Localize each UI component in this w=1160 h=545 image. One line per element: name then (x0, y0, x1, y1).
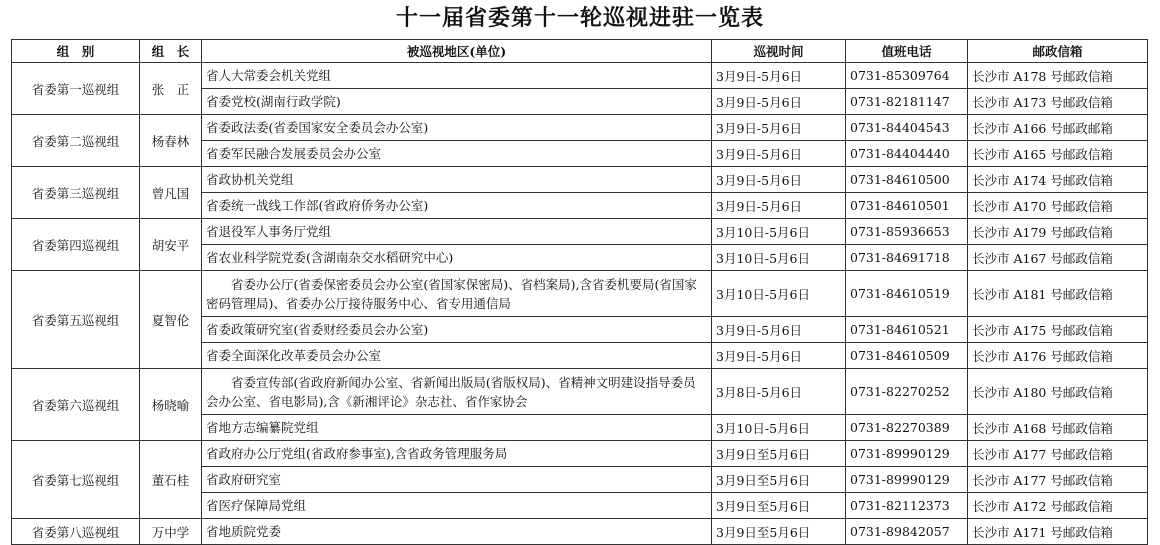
phone-cell: 0731-82270389 (846, 415, 968, 441)
time-cell: 3月10日-5月6日 (712, 271, 846, 317)
time-cell: 3月9日-5月6日 (712, 343, 846, 369)
group-leader: 夏智伦 (140, 271, 202, 369)
table-row (12, 167, 1148, 193)
phone-cell: 0731-82270252 (846, 369, 968, 415)
time-cell: 3月9日-5月6日 (712, 193, 846, 219)
region-cell: 省委统一战线工作部(省政府侨务办公室) (202, 193, 712, 219)
time-cell: 3月9日-5月6日 (712, 115, 846, 141)
phone-cell: 0731-89990129 (846, 441, 968, 467)
region-cell: 省委党校(湖南行政学院) (202, 89, 712, 115)
header-time: 巡视时间 (712, 40, 846, 63)
table-row (12, 219, 1148, 245)
time-cell: 3月9日-5月6日 (712, 317, 846, 343)
phone-cell: 0731-84404440 (846, 141, 968, 167)
time-cell: 3月10日-5月6日 (712, 219, 846, 245)
group-name: 省委第一巡视组 (12, 63, 140, 115)
mail-cell: 长沙市 A171 号邮政信箱 (968, 519, 1148, 545)
mail-cell: 长沙市 A179 号邮政信箱 (968, 219, 1148, 245)
region-cell: 省委军民融合发展委员会办公室 (202, 141, 712, 167)
time-cell: 3月9日-5月6日 (712, 167, 846, 193)
region-cell: 省医疗保障局党组 (202, 493, 712, 519)
header-group: 组 别 (12, 40, 140, 63)
region-cell: 省农业科学院党委(含湖南杂交水稻研究中心) (202, 245, 712, 271)
phone-cell: 0731-82112373 (846, 493, 968, 519)
time-cell: 3月9日至5月6日 (712, 441, 846, 467)
region-cell: 省委政策研究室(省委财经委员会办公室) (202, 317, 712, 343)
time-cell: 3月9日-5月6日 (712, 141, 846, 167)
table-row (12, 369, 1148, 415)
mail-cell: 长沙市 A177 号邮政信箱 (968, 441, 1148, 467)
group-leader: 董石桂 (140, 441, 202, 519)
mail-cell: 长沙市 A167 号邮政信箱 (968, 245, 1148, 271)
table-body (12, 63, 1148, 545)
group-leader: 杨春林 (140, 115, 202, 167)
region-cell: 省政府研究室 (202, 467, 712, 493)
mail-cell: 长沙市 A180 号邮政信箱 (968, 369, 1148, 415)
phone-cell: 0731-84691718 (846, 245, 968, 271)
group-name: 省委第八巡视组 (12, 519, 140, 545)
group-name: 省委第六巡视组 (12, 369, 140, 441)
time-cell: 3月10日-5月6日 (712, 415, 846, 441)
table-row (12, 441, 1148, 467)
region-cell: 省委全面深化改革委员会办公室 (202, 343, 712, 369)
region-cell: 省退役军人事务厅党组 (202, 219, 712, 245)
group-name: 省委第四巡视组 (12, 219, 140, 271)
mail-cell: 长沙市 A165 号邮政信箱 (968, 141, 1148, 167)
group-leader: 杨晓喻 (140, 369, 202, 441)
header-phone: 值班电话 (846, 40, 968, 63)
time-cell: 3月9日至5月6日 (712, 467, 846, 493)
time-cell: 3月9日-5月6日 (712, 89, 846, 115)
group-leader: 曾凡国 (140, 167, 202, 219)
phone-cell: 0731-85309764 (846, 63, 968, 89)
time-cell: 3月9日至5月6日 (712, 519, 846, 545)
region-cell: 省政府办公厅党组(省政府参事室),含省政务管理服务局 (202, 441, 712, 467)
mail-cell: 长沙市 A173 号邮政信箱 (968, 89, 1148, 115)
phone-cell: 0731-85936653 (846, 219, 968, 245)
page-title: 十一届省委第十一轮巡视进驻一览表 (395, 5, 764, 31)
mail-cell: 长沙市 A172 号邮政信箱 (968, 493, 1148, 519)
group-name: 省委第三巡视组 (12, 167, 140, 219)
region-cell: 省地方志编纂院党组 (202, 415, 712, 441)
table-row (12, 63, 1148, 89)
phone-cell: 0731-84610500 (846, 167, 968, 193)
group-leader: 胡安平 (140, 219, 202, 271)
region-cell: 省政协机关党组 (202, 167, 712, 193)
phone-cell: 0731-84610501 (846, 193, 968, 219)
group-name: 省委第七巡视组 (12, 441, 140, 519)
phone-cell: 0731-82181147 (846, 89, 968, 115)
region-cell: 省委宣传部(省政府新闻办公室、省新闻出版局(省版权局)、省精神文明建设指导委员会办公室、省电影局),含《新湘评论》杂志社、省作家协会 (202, 369, 712, 415)
group-leader: 万中学 (140, 519, 202, 545)
phone-cell: 0731-84404543 (846, 115, 968, 141)
mail-cell: 长沙市 A181 号邮政信箱 (968, 271, 1148, 317)
phone-cell: 0731-84610509 (846, 343, 968, 369)
phone-cell: 0731-84610519 (846, 271, 968, 317)
mail-cell: 长沙市 A166 号邮政邮箱 (968, 115, 1148, 141)
header-leader: 组 长 (140, 40, 202, 63)
header-region: 被巡视地区(单位) (202, 40, 712, 63)
phone-cell: 0731-89842057 (846, 519, 968, 545)
header-row (12, 40, 1148, 63)
mail-cell: 长沙市 A175 号邮政信箱 (968, 317, 1148, 343)
region-cell: 省委政法委(省委国家安全委员会办公室) (202, 115, 712, 141)
phone-cell: 0731-89990129 (846, 467, 968, 493)
time-cell: 3月10日-5月6日 (712, 245, 846, 271)
mail-cell: 长沙市 A178 号邮政信箱 (968, 63, 1148, 89)
header-mail: 邮政信箱 (968, 40, 1148, 63)
group-name: 省委第五巡视组 (12, 271, 140, 369)
mail-cell: 长沙市 A168 号邮政信箱 (968, 415, 1148, 441)
time-cell: 3月9日至5月6日 (712, 493, 846, 519)
time-cell: 3月9日-5月6日 (712, 63, 846, 89)
mail-cell: 长沙市 A176 号邮政信箱 (968, 343, 1148, 369)
table-row (12, 519, 1148, 545)
mail-cell: 长沙市 A177 号邮政信箱 (968, 467, 1148, 493)
time-cell: 3月8日-5月6日 (712, 369, 846, 415)
region-cell: 省人大常委会机关党组 (202, 63, 712, 89)
region-cell: 省委办公厅(省委保密委员会办公室(省国家保密局)、省档案局),含省委机要局(省国家密码管理局)、省委办公厅接待服务中心、省专用通信局 (202, 271, 712, 317)
table-row (12, 271, 1148, 317)
table-row (12, 115, 1148, 141)
group-leader: 张 正 (140, 63, 202, 115)
mail-cell: 长沙市 A170 号邮政信箱 (968, 193, 1148, 219)
phone-cell: 0731-84610521 (846, 317, 968, 343)
inspection-table (11, 39, 1148, 545)
mail-cell: 长沙市 A174 号邮政信箱 (968, 167, 1148, 193)
group-name: 省委第二巡视组 (12, 115, 140, 167)
region-cell: 省地质院党委 (202, 519, 712, 545)
